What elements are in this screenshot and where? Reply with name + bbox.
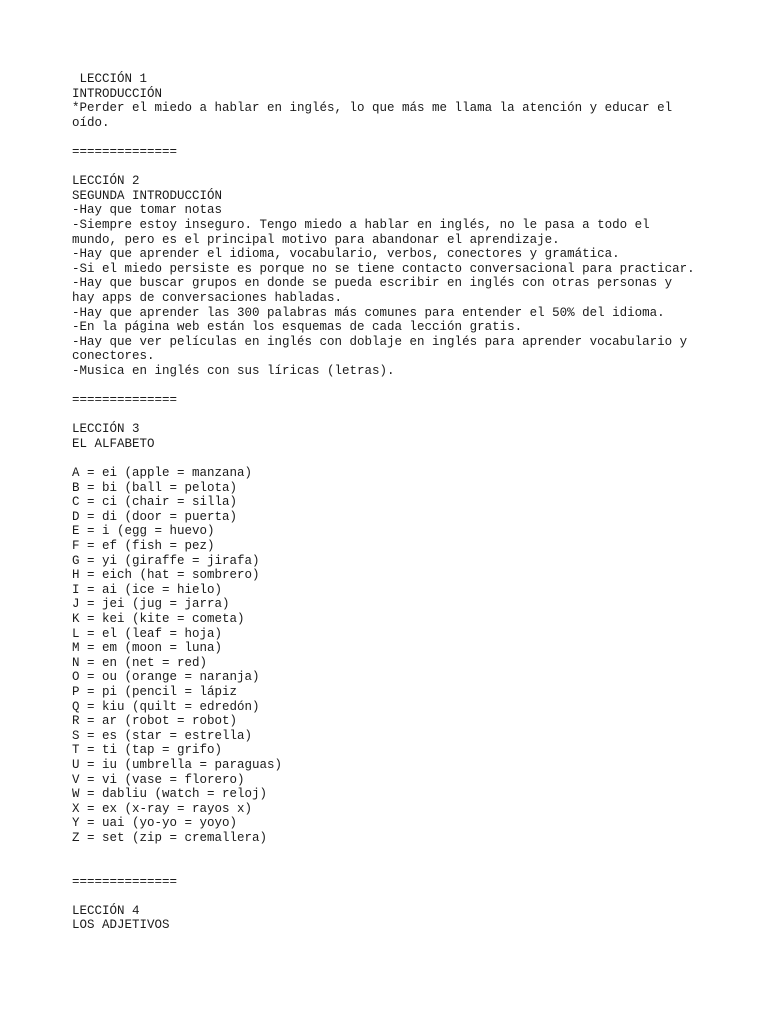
lesson-1 bbox=[72, 72, 712, 130]
alphabet-entry: U = iu (umbrella = paraguas) bbox=[72, 757, 283, 772]
lesson-2-line: -Si el miedo persiste es porque no se tiene contacto conversacional para practicar. bbox=[72, 261, 695, 276]
spacer bbox=[72, 130, 712, 145]
lesson-2-line: -Hay que aprender las 300 palabras más comunes para entender el 50% del idioma. bbox=[72, 305, 665, 320]
lesson-2-line: mundo, pero es el principal motivo para abandonar el aprendizaje. bbox=[72, 232, 560, 247]
lesson-2 bbox=[72, 174, 712, 378]
lesson-1-title: INTRODUCCIÓN bbox=[72, 86, 163, 101]
lesson-1-line: oído. bbox=[72, 115, 110, 130]
alphabet-entry: N = en (net = red) bbox=[72, 655, 208, 670]
alphabet-entry: Q = kiu (quilt = edredón) bbox=[72, 699, 260, 714]
alphabet-entry: R = ar (robot = robot) bbox=[72, 714, 238, 729]
lesson-2-line: -En la página web están los esquemas de cada lección gratis. bbox=[72, 320, 523, 335]
alphabet-entry: E = i (egg = huevo) bbox=[72, 524, 215, 539]
spacer bbox=[72, 408, 712, 423]
spacer bbox=[72, 889, 712, 904]
alphabet-entry: W = dabliu (watch = reloj) bbox=[72, 787, 268, 802]
lesson-2-line: -Hay que buscar grupos en donde se pueda escribir en inglés con otras personas y bbox=[72, 276, 673, 291]
alphabet-entry: G = yi (giraffe = jirafa) bbox=[72, 553, 260, 568]
section-separator: ============== bbox=[72, 393, 178, 408]
alphabet-entry: V = vi (vase = florero) bbox=[72, 772, 245, 787]
alphabet-entry: X = ex (x-ray = rayos x) bbox=[72, 801, 253, 816]
alphabet-entry: I = ai (ice = hielo) bbox=[72, 582, 223, 597]
alphabet-entry: K = kei (kite = cometa) bbox=[72, 611, 245, 626]
lesson-2-line: hay apps de conversaciones habladas. bbox=[72, 290, 343, 305]
alphabet-entry: Y = uai (yo-yo = yoyo) bbox=[72, 816, 238, 831]
alphabet-entry: Z = set (zip = cremallera) bbox=[72, 830, 268, 845]
alphabet-entry: C = ci (chair = silla) bbox=[72, 495, 238, 510]
lesson-2-line: -Hay que ver películas en inglés con doblaje en inglés para aprender vocabulario y bbox=[72, 334, 688, 349]
lesson-2-heading: LECCIÓN 2 bbox=[72, 174, 140, 189]
lesson-3 bbox=[72, 422, 712, 845]
alphabet-entry: F = ef (fish = pez) bbox=[72, 539, 215, 553]
alphabet-entry: J = jei (jug = jarra) bbox=[72, 597, 230, 612]
lesson-2-line: -Hay que tomar notas bbox=[72, 203, 223, 218]
alphabet-entry: O = ou (orange = naranja) bbox=[72, 670, 260, 685]
lesson-1-line: *Perder el miedo a hablar en inglés, lo que más me llama la atención y educar el bbox=[72, 101, 673, 116]
lesson-4-heading: LECCIÓN 4 bbox=[72, 903, 140, 918]
spacer bbox=[72, 378, 712, 393]
section-separator: ============== bbox=[72, 874, 178, 889]
alphabet-entry: A = ei (apple = manzana) bbox=[72, 466, 253, 481]
lesson-4 bbox=[72, 904, 712, 933]
spacer bbox=[72, 845, 712, 874]
spacer bbox=[72, 451, 712, 466]
lesson-2-title: SEGUNDA INTRODUCCIÓN bbox=[72, 188, 223, 203]
alphabet-entry: M = em (moon = luna) bbox=[72, 641, 223, 656]
lesson-2-line: conectores. bbox=[72, 349, 155, 364]
alphabet-entry: H = eich (hat = sombrero) bbox=[72, 568, 260, 583]
lesson-3-title: EL ALFABETO bbox=[72, 436, 155, 451]
alphabet-entry: P = pi (pencil = lápiz bbox=[72, 684, 238, 699]
lesson-3-heading: LECCIÓN 3 bbox=[72, 422, 140, 437]
section-separator: ============== bbox=[72, 144, 178, 159]
alphabet-list bbox=[72, 466, 712, 845]
alphabet-entry: L = el (leaf = hoja) bbox=[72, 626, 223, 641]
lesson-4-title: LOS ADJETIVOS bbox=[72, 918, 170, 933]
lesson-1-heading: LECCIÓN 1 bbox=[72, 72, 148, 86]
document-page bbox=[72, 72, 712, 933]
alphabet-entry: S = es (star = estrella) bbox=[72, 728, 253, 743]
lesson-2-line: -Siempre estoy inseguro. Tengo miedo a hablar en inglés, no le pasa a todo el bbox=[72, 217, 650, 232]
spacer bbox=[72, 160, 712, 175]
alphabet-entry: B = bi (ball = pelota) bbox=[72, 480, 238, 495]
lesson-2-line: -Musica en inglés con sus líricas (letras). bbox=[72, 363, 395, 378]
alphabet-entry: D = di (door = puerta) bbox=[72, 509, 238, 524]
alphabet-entry: T = ti (tap = grifo) bbox=[72, 743, 223, 758]
lesson-2-line: -Hay que aprender el idioma, vocabulario, verbos, conectores y gramática. bbox=[72, 247, 620, 262]
